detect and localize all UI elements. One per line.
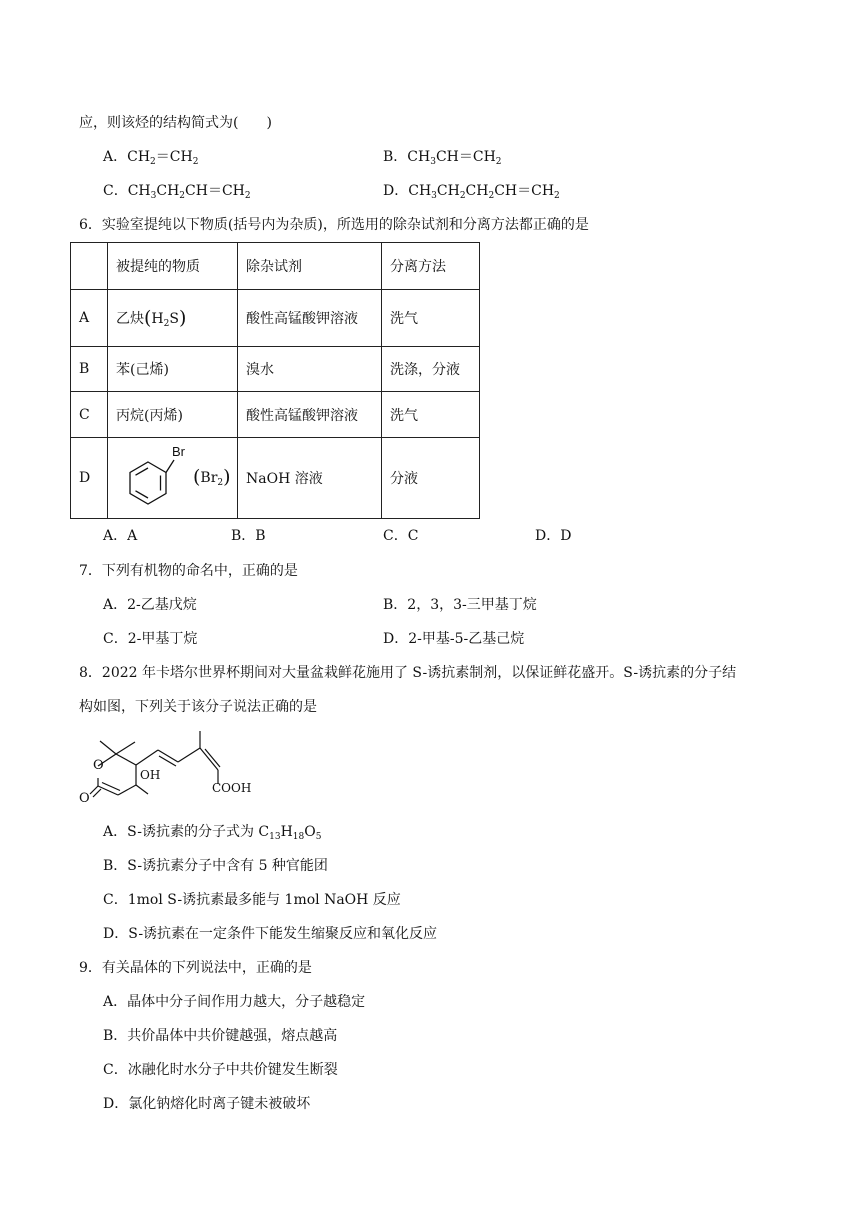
q5-option-c[interactable]: C．$CH_3CH_2CH=CH_2$ [103, 183, 251, 201]
table-header-cell: 被提纯的物质 [108, 243, 238, 290]
q9-option-d[interactable]: D．氯化钠熔化时离子键未被破坏 [103, 1096, 311, 1112]
q6-option-a[interactable]: A．A [103, 528, 138, 544]
q5-option-d[interactable]: D．$CH_3CH_2CH_2CH=CH_2$ [383, 183, 560, 201]
s-abscisic-acid-structure [78, 728, 278, 810]
substance-cell: 乙炔$(H_2S)$ [108, 290, 238, 347]
q7-option-c[interactable]: C．2-甲基丁烷 [103, 631, 198, 647]
q7-option-a[interactable]: A．2-乙基戊烷 [103, 597, 197, 613]
q7-option-b[interactable]: B．2，3，3-三甲基丁烷 [383, 597, 537, 613]
table-header-cell [71, 243, 108, 290]
q8-stem-line2: 构如图，下列关于该分子说法正确的是 [79, 699, 317, 715]
reagent-cell: NaOH 溶液 [238, 438, 382, 519]
row-label: A [71, 290, 108, 347]
q6-stem: 6．实验室提纯以下物质(括号内为杂质)，所选用的除杂试剂和分离方法都正确的是 [79, 217, 589, 233]
q5-option-b[interactable]: B．$CH_3CH=CH_2$ [383, 149, 502, 167]
table-row [71, 290, 480, 347]
method-cell: 洗涤，分液 [382, 347, 480, 392]
table-header-cell: 除杂试剂 [238, 243, 382, 290]
reagent-cell: 酸性高锰酸钾溶液 [238, 290, 382, 347]
reagent-cell: 溴水 [238, 347, 382, 392]
table-row [71, 347, 480, 392]
br-label: Br [172, 444, 185, 459]
carbonyl-oxygen-label: O [79, 791, 90, 806]
q5-option-a[interactable]: A．$CH_2=CH_2$ [103, 149, 199, 167]
hydroxyl-label: OH [140, 768, 161, 782]
q9-stem: 9．有关晶体的下列说法中，正确的是 [79, 960, 312, 976]
q6-table [70, 242, 480, 519]
q6-option-b[interactable]: B．B [231, 528, 266, 544]
carboxyl-label: COOH [212, 781, 252, 795]
q8-option-a[interactable]: A．S-诱抗素的分子式为 $C_{13}H_{18}O_5$ [103, 824, 322, 842]
br2-impurity: $(Br_2)$ [193, 466, 231, 488]
q7-stem: 7．下列有机物的命名中，正确的是 [79, 563, 298, 579]
q9-option-a[interactable]: A．晶体中分子间作用力越大，分子越稳定 [103, 994, 366, 1010]
q8-stem-line1: 8．2022 年卡塔尔世界杯期间对大量盆栽鲜花施用了 S-诱抗素制剂，以保证鲜花盛开。S-诱抗素的分子结 [79, 665, 737, 681]
table-row [71, 438, 480, 519]
q8-option-c[interactable]: C．1mol S-诱抗素最多能与 1mol NaOH 反应 [103, 892, 401, 908]
row-label: B [71, 347, 108, 392]
row-label: C [71, 392, 108, 438]
q9-option-c[interactable]: C．冰融化时水分子中共价键发生断裂 [103, 1062, 338, 1078]
substance-cell: 丙烷(丙烯) [108, 392, 238, 438]
method-cell: 洗气 [382, 290, 480, 347]
q6-option-d[interactable]: D．D [535, 528, 572, 544]
q7-option-d[interactable]: D．2-甲基-5-乙基己烷 [383, 631, 525, 647]
reagent-cell: 酸性高锰酸钾溶液 [238, 392, 382, 438]
table-header-cell: 分离方法 [382, 243, 480, 290]
q8-option-b[interactable]: B．S-诱抗素分子中含有 5 种官能团 [103, 858, 328, 874]
q8-option-d[interactable]: D．S-诱抗素在一定条件下能发生缩聚反应和氧化反应 [103, 926, 438, 942]
substance-cell: 苯(己烯) [108, 347, 238, 392]
method-cell: 分液 [382, 438, 480, 519]
method-cell: 洗气 [382, 392, 480, 438]
row-label: D [71, 438, 108, 519]
q5-stem-tail: 应，则该烃的结构简式为( ) [79, 115, 272, 131]
table-header-row [71, 243, 480, 290]
substance-cell [108, 438, 238, 519]
ring-oxygen-label: O [93, 758, 104, 773]
q9-option-b[interactable]: B．共价晶体中共价键越强，熔点越高 [103, 1028, 338, 1044]
q6-option-c[interactable]: C．C [383, 528, 419, 544]
table-row [71, 392, 480, 438]
